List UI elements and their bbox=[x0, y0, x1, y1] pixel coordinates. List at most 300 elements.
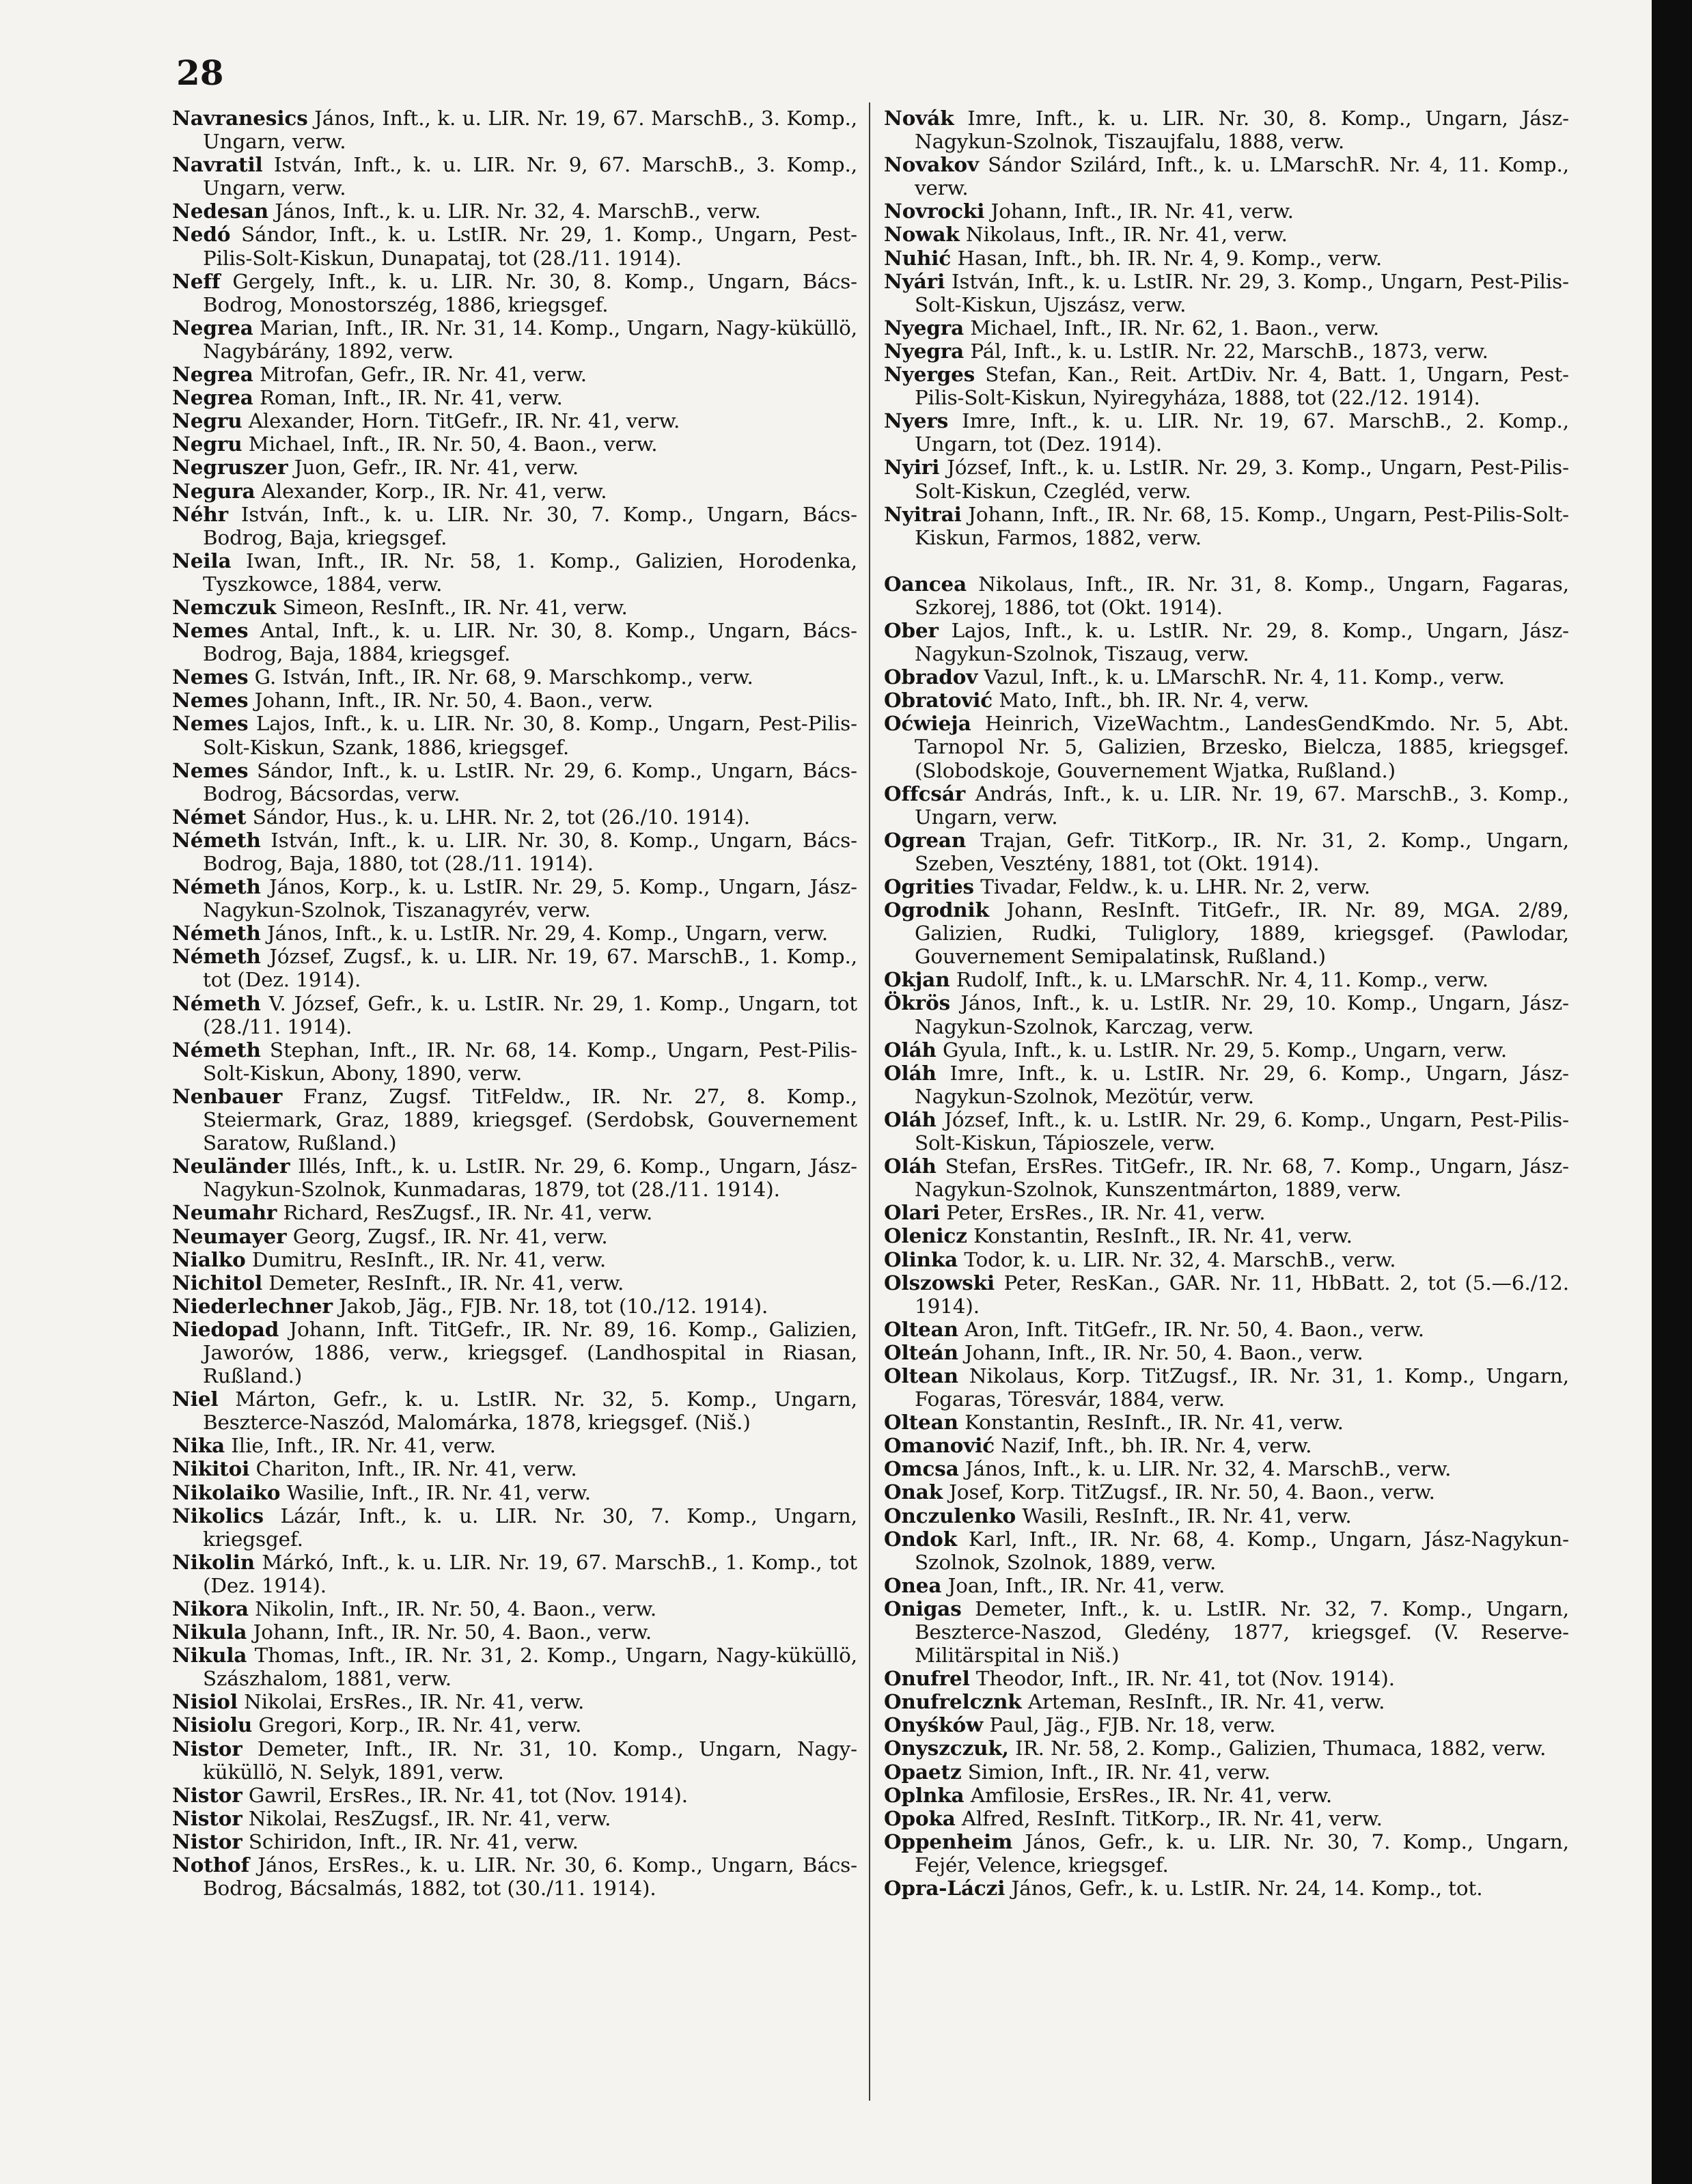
directory-entry bbox=[172, 199, 857, 223]
directory-entry bbox=[884, 991, 1569, 1038]
directory-entry bbox=[172, 992, 857, 1038]
entry-details: Trajan, Gefr. TitKorp., IR. Nr. 31, 2. Komp., Ungarn, Szeben, Vesztény, 1881, tot (Okt. 1914). bbox=[915, 828, 1569, 875]
entry-surname: Németh bbox=[172, 921, 261, 945]
entry-surname: Neuländer bbox=[172, 1154, 290, 1178]
entry-details: Aron, Inft. TitGefr., IR. Nr. 50, 4. Baon., verw. bbox=[958, 1317, 1425, 1341]
entry-details: Nazif, Inft., bh. IR. Nr. 4, verw. bbox=[995, 1434, 1312, 1458]
entry-details: Nikolaus, Korp. TitZugsf., IR. Nr. 31, 1. Komp., Ungarn, Fogaras, Töresvár, 1884, verw. bbox=[915, 1364, 1569, 1411]
entry-details: Vazul, Inft., k. u. LMarschR. Nr. 4, 11. Komp., verw. bbox=[977, 665, 1505, 689]
directory-entry bbox=[172, 549, 857, 596]
entry-details: Dumitru, ResInft., IR. Nr. 41, verw. bbox=[245, 1247, 607, 1271]
entry-surname: Nikula bbox=[172, 1643, 247, 1668]
directory-entry bbox=[884, 968, 1569, 991]
entry-surname: Nyári bbox=[884, 268, 945, 293]
entry-surname: Németh bbox=[172, 827, 261, 852]
entry-surname: Nichitol bbox=[172, 1270, 263, 1295]
entry-details: Theodor, Inft., IR. Nr. 41, tot (Nov. 1914). bbox=[969, 1667, 1396, 1691]
entry-details: V. József, Gefr., k. u. LstIR. Nr. 29, 1. Komp., Ungarn, tot (28./11. 1914). bbox=[203, 991, 857, 1038]
directory-entry bbox=[884, 1108, 1569, 1155]
entry-surname: Nisiolu bbox=[172, 1713, 253, 1737]
entry-surname: Negruszer bbox=[172, 455, 288, 480]
entry-surname: Nyiri bbox=[884, 455, 940, 480]
entry-details: Johann, Inft., IR. Nr. 41, verw. bbox=[984, 199, 1294, 223]
directory-entry bbox=[884, 1760, 1569, 1784]
entry-surname: Oćwieja bbox=[884, 711, 971, 736]
entry-surname: Negru bbox=[172, 432, 242, 456]
entry-details: János, Inft., k. u. LIR. Nr. 32, 4. MarschB., verw. bbox=[268, 199, 761, 223]
entry-surname: Obradov bbox=[884, 665, 978, 689]
directory-entry bbox=[172, 1620, 857, 1644]
directory-entry bbox=[884, 1574, 1569, 1597]
directory-entry bbox=[172, 689, 857, 712]
entry-surname: Oláh bbox=[884, 1107, 937, 1131]
directory-entry bbox=[884, 1271, 1569, 1318]
entry-details: Johann, Inft. TitGefr., IR. Nr. 89, 16. Komp., Galizien, Jaworów, 1886, verw., kriegsgef. (Landhospital in Riasan, Rußland.) bbox=[203, 1317, 857, 1388]
directory-entry bbox=[884, 1224, 1569, 1247]
entry-surname: Oláh bbox=[884, 1154, 937, 1178]
entry-surname: Omanović bbox=[884, 1433, 995, 1458]
entry-details: Stefan, Kan., Reit. ArtDiv. Nr. 4, Batt. 1, Ungarn, Pest-Pilis-Solt-Kiskun, Nyiregyháza, 1888, tot (22./12. 1914). bbox=[915, 363, 1569, 410]
directory-entry bbox=[884, 1364, 1569, 1411]
directory-entry bbox=[172, 1830, 857, 1853]
directory-entry bbox=[172, 1737, 857, 1784]
directory-entry bbox=[172, 1551, 857, 1597]
directory-entry bbox=[884, 1597, 1569, 1667]
entry-surname: Nemes bbox=[172, 711, 249, 736]
directory-entry bbox=[884, 503, 1569, 549]
entry-details: Alexander, Korp., IR. Nr. 41, verw. bbox=[255, 479, 607, 503]
entry-surname: Oltean bbox=[884, 1316, 958, 1341]
entry-details: Lázár, Inft., k. u. LIR. Nr. 30, 7. Komp., Ungarn, kriegsgef. bbox=[203, 1504, 857, 1551]
directory-entry bbox=[884, 1528, 1569, 1574]
entry-surname: Nemczuk bbox=[172, 594, 277, 619]
entry-details: Chariton, Inft., IR. Nr. 41, verw. bbox=[249, 1457, 577, 1481]
directory-entry bbox=[884, 270, 1569, 316]
entry-surname: Nistor bbox=[172, 1782, 242, 1807]
entry-surname: Novrocki bbox=[884, 199, 985, 223]
directory-entry bbox=[172, 107, 857, 153]
entry-details: Sándor, Hus., k. u. LHR. Nr. 2, tot (26./10. 1914). bbox=[246, 805, 750, 829]
entry-surname: Nemes bbox=[172, 618, 249, 643]
directory-entry bbox=[172, 1318, 857, 1387]
entry-surname: Neumahr bbox=[172, 1200, 277, 1225]
entry-details: Nikolai, ErsRes., IR. Nr. 41, verw. bbox=[237, 1690, 585, 1714]
entry-surname: Neff bbox=[172, 268, 221, 293]
entry-details: Jakob, Jäg., FJB. Nr. 18, tot (10./12. 1914). bbox=[332, 1294, 768, 1318]
directory-entry bbox=[884, 1457, 1569, 1480]
directory-entry bbox=[172, 805, 857, 829]
directory-entry bbox=[884, 1434, 1569, 1457]
directory-entry bbox=[172, 1155, 857, 1201]
directory-entry bbox=[884, 875, 1569, 898]
directory-entry bbox=[884, 572, 1569, 619]
entry-surname: Németh bbox=[172, 944, 261, 969]
entry-surname: Nialko bbox=[172, 1247, 246, 1271]
entry-surname: Negrea bbox=[172, 362, 253, 387]
entry-details: Josef, Korp. TitZugsf., IR. Nr. 50, 4. Baon., verw. bbox=[942, 1480, 1435, 1504]
directory-entry bbox=[884, 1504, 1569, 1528]
entry-details: Demeter, ResInft., IR. Nr. 41, verw. bbox=[262, 1271, 624, 1295]
entry-details: Heinrich, VizeWachtm., LandesGendKmdo. Nr. 5, Abt. Tarnopol Nr. 5, Galizien, Brzesko, Bielcza, 1885, kriegsgef. (Slobodskoje, Gouvernement Wjatka, Rußland.) bbox=[915, 712, 1569, 782]
right-column bbox=[884, 107, 1569, 1900]
directory-entry bbox=[172, 1504, 857, 1551]
directory-entry bbox=[172, 829, 857, 875]
entry-surname: Nikolin bbox=[172, 1549, 255, 1574]
directory-entry bbox=[884, 782, 1569, 829]
directory-entry bbox=[884, 340, 1569, 363]
entry-surname: Negru bbox=[172, 409, 242, 433]
entry-surname: Németh bbox=[172, 991, 261, 1015]
entry-surname: Nistor bbox=[172, 1736, 242, 1760]
entry-details: Antal, Inft., k. u. LIR. Nr. 30, 8. Komp., Ungarn, Bács-Bodrog, Baja, 1884, kriegsgef. bbox=[203, 619, 857, 666]
entry-surname: Onea bbox=[884, 1573, 942, 1597]
entry-surname: Obratović bbox=[884, 688, 993, 713]
entry-details: Gregori, Korp., IR. Nr. 41, verw. bbox=[252, 1713, 582, 1737]
entry-details: Juon, Gefr., IR. Nr. 41, verw. bbox=[288, 456, 579, 480]
entry-details: Illés, Inft., k. u. LstIR. Nr. 29, 6. Komp., Ungarn, Jász-Nagykun-Szolnok, Kunmadaras, 1879, tot (28./11. 1914). bbox=[203, 1155, 857, 1202]
directory-entry bbox=[172, 480, 857, 503]
directory-entry bbox=[172, 316, 857, 363]
entry-details: Stephan, Inft., IR. Nr. 68, 14. Komp., Ungarn, Pest-Pilis-Solt-Kiskun, Abony, 1890, verw. bbox=[203, 1038, 857, 1085]
directory-entry bbox=[172, 619, 857, 665]
entry-details: Amfilosie, ErsRes., IR. Nr. 41, verw. bbox=[964, 1783, 1333, 1807]
directory-entry bbox=[172, 409, 857, 432]
entry-details: Sándor, Inft., k. u. LstIR. Nr. 29, 6. Komp., Ungarn, Bács-Bodrog, Bácsordas, verw. bbox=[203, 758, 857, 805]
entry-details: Johann, Inft., IR. Nr. 68, 15. Komp., Ungarn, Pest-Pilis-Solt-Kiskun, Farmos, 1882, verw. bbox=[915, 502, 1569, 549]
entry-details: Wasilie, Inft., IR. Nr. 41, verw. bbox=[280, 1480, 591, 1504]
entry-surname: Negura bbox=[172, 478, 255, 503]
entry-surname: Nowak bbox=[884, 222, 960, 247]
directory-entry bbox=[172, 875, 857, 922]
entry-surname: Nemes bbox=[172, 758, 249, 782]
directory-entry bbox=[884, 1480, 1569, 1504]
directory-entry bbox=[172, 432, 857, 456]
entry-surname: Nikitoi bbox=[172, 1456, 250, 1481]
entry-surname: Nemes bbox=[172, 665, 249, 689]
entry-details: Pál, Inft., k. u. LstIR. Nr. 22, MarschB., 1873, verw. bbox=[964, 339, 1488, 363]
entry-details: János, Gefr., k. u. LstIR. Nr. 24, 14. Komp., tot. bbox=[1005, 1877, 1483, 1900]
entry-details: Peter, ResKan., GAR. Nr. 11, HbBatt. 2, tot (5.—6./12. 1914). bbox=[915, 1271, 1569, 1318]
directory-entry bbox=[884, 247, 1569, 270]
entry-details: Nikolai, ResZugsf., IR. Nr. 41, verw. bbox=[242, 1806, 611, 1830]
entry-surname: Nyegra bbox=[884, 338, 965, 363]
entry-surname: Nikolaiko bbox=[172, 1480, 281, 1504]
entry-surname: Nikora bbox=[172, 1596, 249, 1620]
directory-entry bbox=[884, 409, 1569, 456]
entry-surname: Nistor bbox=[172, 1829, 242, 1853]
directory-entry bbox=[884, 223, 1569, 246]
entry-surname: Nikula bbox=[172, 1620, 247, 1644]
entry-details: István, Inft., k. u. LIR. Nr. 9, 67. MarschB., 3. Komp., Ungarn, verw. bbox=[203, 153, 857, 200]
entry-details: Gyula, Inft., k. u. LstIR. Nr. 29, 5. Komp., Ungarn, verw. bbox=[936, 1038, 1508, 1062]
directory-entry bbox=[884, 712, 1569, 782]
directory-entry bbox=[884, 107, 1569, 153]
directory-entry bbox=[884, 1784, 1569, 1807]
directory-entry bbox=[172, 1271, 857, 1295]
entry-surname: Offcsár bbox=[884, 781, 966, 805]
left-column bbox=[172, 107, 857, 1900]
directory-entry bbox=[172, 1201, 857, 1224]
entry-details: Hasan, Inft., bh. IR. Nr. 4, 9. Komp., verw. bbox=[951, 246, 1383, 270]
entry-surname: Nuhić bbox=[884, 245, 952, 270]
entry-surname: Oplnka bbox=[884, 1782, 965, 1807]
entry-details: Georg, Zugsf., IR. Nr. 41, verw. bbox=[286, 1224, 608, 1248]
entry-details: Demeter, Inft., IR. Nr. 31, 10. Komp., Ungarn, Nagy-küküllö, N. Selyk, 1891, verw. bbox=[203, 1737, 857, 1784]
directory-entry bbox=[884, 199, 1569, 223]
entry-details: G. István, Inft., IR. Nr. 68, 9. Marschkomp., verw. bbox=[248, 665, 753, 689]
scan-edge bbox=[1652, 0, 1692, 2184]
entry-details: Imre, Inft., k. u. LIR. Nr. 19, 67. MarschB., 2. Komp., Ungarn, tot (Dez. 1914). bbox=[915, 409, 1569, 456]
entry-surname: Ogrean bbox=[884, 827, 967, 852]
entry-surname: Olari bbox=[884, 1200, 940, 1225]
directory-entry bbox=[884, 1062, 1569, 1108]
directory-entry bbox=[172, 1038, 857, 1085]
entry-details: Franz, Zugsf. TitFeldw., IR. Nr. 27, 8. Komp., Steiermark, Graz, 1889, kriegsgef. (Serdobsk, Gouvernement Saratow, Rußland.) bbox=[203, 1084, 857, 1155]
entry-details: Sándor Szilárd, Inft., k. u. LMarschR. Nr. 4, 11. Komp., verw. bbox=[915, 153, 1569, 200]
directory-entry bbox=[172, 1225, 857, 1248]
entry-details: István, Inft., k. u. LIR. Nr. 30, 7. Komp., Ungarn, Bács-Bodrog, Baja, kriegsgef. bbox=[203, 502, 857, 549]
directory-entry bbox=[172, 665, 857, 689]
entry-details: Simion, Inft., IR. Nr. 41, verw. bbox=[961, 1760, 1271, 1784]
entry-details: János, Inft., k. u. LstIR. Nr. 29, 10. Komp., Ungarn, Jász-Nagykun-Szolnok, Karczag, verw. bbox=[915, 991, 1569, 1038]
entry-surname: Ober bbox=[884, 618, 939, 642]
directory-entry bbox=[172, 1713, 857, 1737]
entry-surname: Onak bbox=[884, 1480, 943, 1504]
directory-entry bbox=[884, 1318, 1569, 1341]
directory-entry bbox=[172, 386, 857, 409]
entry-details: Johann, Inft., IR. Nr. 50, 4. Baon., verw. bbox=[248, 689, 654, 713]
directory-entry bbox=[172, 1248, 857, 1271]
entry-details: János, Inft., k. u. LstIR. Nr. 29, 4. Komp., Ungarn, verw. bbox=[260, 922, 829, 945]
entry-details: Arteman, ResInft., IR. Nr. 41, verw. bbox=[1021, 1690, 1385, 1714]
entry-details: Johann, Inft., IR. Nr. 50, 4. Baon., verw. bbox=[247, 1620, 652, 1644]
entry-surname: Oláh bbox=[884, 1037, 937, 1062]
directory-entry bbox=[884, 829, 1569, 875]
entry-surname: Nothof bbox=[172, 1853, 250, 1877]
entry-details: Nikolaus, Inft., IR. Nr. 31, 8. Komp., Ungarn, Fagaras, Szkorej, 1886, tot (Okt. 1914). bbox=[915, 572, 1569, 619]
directory-entry bbox=[172, 1085, 857, 1155]
entry-surname: Niel bbox=[172, 1387, 219, 1411]
entry-surname: Oancea bbox=[884, 571, 967, 596]
entry-surname: Nemes bbox=[172, 688, 249, 713]
entry-details: János, Korp., k. u. LstIR. Nr. 29, 5. Komp., Ungarn, Jász-Nagykun-Szolnok, Tiszanagyrév, verw. bbox=[203, 875, 857, 922]
directory-entry bbox=[884, 1737, 1569, 1760]
entry-details: Konstantin, ResInft., IR. Nr. 41, verw. bbox=[958, 1411, 1344, 1435]
directory-entry bbox=[884, 898, 1569, 968]
entry-surname: Onufrelcznk bbox=[884, 1689, 1022, 1714]
directory-entry bbox=[884, 1201, 1569, 1224]
directory-entry bbox=[884, 619, 1569, 665]
directory-entry bbox=[172, 596, 857, 619]
directory-entry bbox=[172, 1644, 857, 1690]
entry-details: Paul, Jäg., FJB. Nr. 18, verw. bbox=[983, 1713, 1276, 1737]
entry-details: Mitrofan, Gefr., IR. Nr. 41, verw. bbox=[253, 363, 587, 387]
entry-details: József, Inft., k. u. LstIR. Nr. 29, 6. Komp., Ungarn, Pest-Pilis-Solt-Kiskun, Tápioszele, verw. bbox=[915, 1107, 1569, 1155]
entry-surname: Onyśków bbox=[884, 1713, 984, 1737]
entry-details: Michael, Inft., IR. Nr. 50, 4. Baon., verw. bbox=[242, 432, 658, 456]
directory-entry bbox=[172, 1807, 857, 1830]
entry-surname: Német bbox=[172, 804, 247, 829]
directory-entry bbox=[884, 363, 1569, 409]
entry-details: Joan, Inft., IR. Nr. 41, verw. bbox=[941, 1573, 1225, 1597]
entry-details: Alexander, Horn. TitGefr., IR. Nr. 41, verw. bbox=[242, 409, 680, 433]
directory-entry bbox=[884, 153, 1569, 199]
entry-details: Lajos, Inft., k. u. LstIR. Nr. 29, 8. Komp., Ungarn, Jász-Nagykun-Szolnok, Tiszaug, verw. bbox=[915, 618, 1569, 666]
entry-surname: Negrea bbox=[172, 385, 253, 410]
entry-details: Gergely, Inft., k. u. LIR. Nr. 30, 8. Komp., Ungarn, Bács-Bodrog, Monostorszég, 1886, kriegsgef. bbox=[203, 269, 857, 316]
directory-entry bbox=[172, 223, 857, 269]
entry-surname: Neila bbox=[172, 548, 232, 572]
directory-entry bbox=[884, 1155, 1569, 1201]
entry-details: István, Inft., k. u. LIR. Nr. 30, 8. Komp., Ungarn, Bács-Bodrog, Baja, 1880, tot (28./11. 1914). bbox=[203, 828, 857, 875]
entry-details: Tivadar, Feldw., k. u. LHR. Nr. 2, verw. bbox=[974, 875, 1371, 898]
entry-surname: Opoka bbox=[884, 1806, 956, 1830]
directory-entry bbox=[884, 1038, 1569, 1062]
directory-entry bbox=[884, 1667, 1569, 1690]
entry-surname: Nyitrai bbox=[884, 501, 962, 526]
entry-details: Simeon, ResInft., IR. Nr. 41, verw. bbox=[276, 595, 628, 619]
directory-entry bbox=[884, 316, 1569, 340]
entry-surname: Nistor bbox=[172, 1806, 242, 1830]
directory-entry bbox=[884, 1341, 1569, 1364]
entry-details: Lajos, Inft., k. u. LIR. Nr. 30, 8. Komp., Ungarn, Pest-Pilis-Solt-Kiskun, Szank, 1886, kriegsgef. bbox=[203, 712, 857, 759]
entry-surname: Negrea bbox=[172, 315, 253, 340]
entry-surname: Oláh bbox=[884, 1060, 937, 1085]
directory-entry bbox=[884, 1830, 1569, 1877]
entry-surname: Novakov bbox=[884, 152, 979, 177]
directory-entry bbox=[172, 922, 857, 945]
entry-details: Richard, ResZugsf., IR. Nr. 41, verw. bbox=[277, 1201, 653, 1225]
entry-surname: Nisiol bbox=[172, 1689, 238, 1714]
directory-entry bbox=[172, 1434, 857, 1457]
entry-details: Karl, Inft., IR. Nr. 68, 4. Komp., Ungarn, Jász-Nagykun-Szolnok, Szolnok, 1889, verw. bbox=[915, 1527, 1569, 1574]
entry-surname: Niederlechner bbox=[172, 1293, 333, 1318]
directory-entry bbox=[172, 503, 857, 549]
directory-entry bbox=[884, 1807, 1569, 1830]
directory-entry bbox=[884, 1713, 1569, 1737]
directory-entry bbox=[884, 1411, 1569, 1434]
entry-surname: Onyszczuk, bbox=[884, 1736, 1009, 1760]
entry-surname: Oltean bbox=[884, 1410, 958, 1435]
directory-entry bbox=[172, 1387, 857, 1434]
entry-details: Michael, Inft., IR. Nr. 62, 1. Baon., verw. bbox=[964, 316, 1380, 340]
entry-surname: Nika bbox=[172, 1433, 225, 1458]
directory-entry bbox=[172, 363, 857, 386]
entry-surname: Opra-Láczi bbox=[884, 1876, 1006, 1900]
entry-details: Todor, k. u. LIR. Nr. 32, 4. MarschB., verw. bbox=[958, 1247, 1396, 1271]
entry-surname: Neumayer bbox=[172, 1224, 287, 1248]
entry-surname: Onigas bbox=[884, 1596, 962, 1620]
entry-details: Imre, Inft., k. u. LIR. Nr. 30, 8. Komp., Ungarn, Jász-Nagykun-Szolnok, Tiszaujfalu, 1888, verw. bbox=[915, 107, 1569, 154]
entry-details: Márton, Gefr., k. u. LstIR. Nr. 32, 5. Komp., Ungarn, Beszterce-Naszód, Malomárka, 1878, kriegsgef. (Niš.) bbox=[203, 1387, 857, 1435]
entry-surname: Niedopad bbox=[172, 1316, 279, 1341]
entry-details: Iwan, Inft., IR. Nr. 58, 1. Komp., Galizien, Horodenka, Tyszkowce, 1884, verw. bbox=[203, 549, 857, 596]
entry-details: János, Inft., k. u. LIR. Nr. 19, 67. MarschB., 3. Komp., Ungarn, verw. bbox=[203, 107, 857, 154]
directory-entry bbox=[172, 945, 857, 991]
entry-details: Johann, Inft., IR. Nr. 50, 4. Baon., verw. bbox=[958, 1340, 1363, 1364]
column-divider bbox=[869, 102, 870, 2101]
directory-entry bbox=[172, 1481, 857, 1504]
entry-details: Schiridon, Inft., IR. Nr. 41, verw. bbox=[242, 1829, 579, 1853]
entry-surname: Onczulenko bbox=[884, 1503, 1016, 1528]
entry-surname: Ogrities bbox=[884, 874, 974, 898]
directory-entry bbox=[172, 759, 857, 805]
entry-surname: Ökrös bbox=[884, 991, 951, 1015]
entry-details: József, Inft., k. u. LstIR. Nr. 29, 3. Komp., Ungarn, Pest-Pilis-Solt-Kiskun, Czegléd, verw. bbox=[915, 456, 1569, 503]
directory-entry bbox=[172, 1853, 857, 1900]
entry-details: András, Inft., k. u. LIR. Nr. 19, 67. MarschB., 3. Komp., Ungarn, verw. bbox=[915, 782, 1569, 829]
directory-entry bbox=[172, 1597, 857, 1620]
entry-surname: Oltean bbox=[884, 1363, 958, 1387]
entry-details: Marian, Inft., IR. Nr. 31, 14. Komp., Ungarn, Nagy-küküllö, Nagybárány, 1892, verw. bbox=[203, 316, 857, 363]
directory-entry bbox=[172, 1295, 857, 1318]
entry-surname: Nenbauer bbox=[172, 1083, 283, 1108]
entry-surname: Ondok bbox=[884, 1526, 957, 1551]
entry-details: Ilie, Inft., IR. Nr. 41, verw. bbox=[225, 1434, 496, 1458]
entry-surname: Nikolics bbox=[172, 1503, 264, 1528]
entry-details: Thomas, Inft., IR. Nr. 31, 2. Komp., Ungarn, Nagy-küküllö, Szászhalom, 1881, verw. bbox=[203, 1644, 857, 1691]
entry-details: Wasili, ResInft., IR. Nr. 41, verw. bbox=[1016, 1504, 1352, 1528]
entry-surname: Németh bbox=[172, 874, 261, 899]
entry-details: János, ErsRes., k. u. LIR. Nr. 30, 6. Komp., Ungarn, Bács-Bodrog, Bácsalmás, 1882, tot (30./11. 1914). bbox=[203, 1853, 857, 1900]
directory-entry bbox=[172, 270, 857, 316]
directory-entry bbox=[172, 153, 857, 199]
entry-surname: Navranesics bbox=[172, 106, 308, 130]
entry-surname: Nyegra bbox=[884, 315, 965, 340]
entry-details: István, Inft., k. u. LstIR. Nr. 29, 3. Komp., Ungarn, Pest-Pilis-Solt-Kiskun, Ujszász, verw. bbox=[915, 269, 1569, 316]
directory-entry bbox=[172, 1784, 857, 1807]
entry-surname: Novák bbox=[884, 106, 954, 130]
entry-surname: Nyerges bbox=[884, 362, 975, 387]
directory-entry bbox=[172, 1457, 857, 1480]
directory-entry bbox=[172, 456, 857, 479]
entry-surname: Onufrel bbox=[884, 1666, 970, 1691]
entry-details: János, Inft., k. u. LIR. Nr. 32, 4. MarschB., verw. bbox=[958, 1457, 1452, 1481]
directory-entry bbox=[884, 1690, 1569, 1713]
entry-surname: Navratil bbox=[172, 152, 263, 177]
entry-surname: Olteán bbox=[884, 1340, 958, 1364]
entry-details: Roman, Inft., IR. Nr. 41, verw. bbox=[253, 386, 563, 410]
entry-surname: Oppenheim bbox=[884, 1829, 1013, 1853]
entry-details: János, Gefr., k. u. LIR. Nr. 30, 7. Komp., Ungarn, Fejér, Velence, kriegsgef. bbox=[915, 1829, 1569, 1877]
entry-surname: Néhr bbox=[172, 501, 229, 526]
entry-details: Gawril, ErsRes., IR. Nr. 41, tot (Nov. 1914). bbox=[242, 1783, 688, 1807]
entry-surname: Okjan bbox=[884, 967, 950, 992]
entry-details: Mato, Inft., bh. IR. Nr. 4, verw. bbox=[993, 689, 1309, 713]
entry-surname: Nedesan bbox=[172, 199, 269, 223]
entry-details: Alfred, ResInft. TitKorp., IR. Nr. 41, verw. bbox=[955, 1806, 1383, 1830]
directory-entry bbox=[172, 1690, 857, 1713]
entry-surname: Nyers bbox=[884, 409, 949, 433]
page-number: 28 bbox=[176, 53, 224, 93]
entry-surname: Németh bbox=[172, 1037, 261, 1062]
entry-surname: Olszowski bbox=[884, 1270, 995, 1295]
entry-surname: Opaetz bbox=[884, 1759, 962, 1784]
entry-details: József, Zugsf., k. u. LIR. Nr. 19, 67. MarschB., 1. Komp., tot (Dez. 1914). bbox=[203, 945, 857, 992]
entry-details: Stefan, ErsRes. TitGefr., IR. Nr. 68, 7. Komp., Ungarn, Jász-Nagykun-Szolnok, Kunszentmárton, 1889, verw. bbox=[915, 1155, 1569, 1202]
entry-details: Márkó, Inft., k. u. LIR. Nr. 19, 67. MarschB., 1. Komp., tot (Dez. 1914). bbox=[203, 1550, 857, 1597]
entry-details: Johann, ResInft. TitGefr., IR. Nr. 89, MGA. 2/89, Galizien, Rudki, Tuliglory, 1889, kriegsgef. (Pawlodar, Gouvernement Semipalatinsk, Rußland.) bbox=[915, 898, 1569, 969]
directory-entry bbox=[884, 1877, 1569, 1900]
entry-details: Demeter, Inft., k. u. LstIR. Nr. 32, 7. Komp., Ungarn, Beszterce-Naszod, Gledény, 1877, kriegsgef. (V. Reserve-Militärspital in Niš.) bbox=[915, 1596, 1569, 1668]
entry-surname: Omcsa bbox=[884, 1456, 959, 1481]
entry-details: IR. Nr. 58, 2. Komp., Galizien, Thumaca, 1882, verw. bbox=[1008, 1737, 1547, 1760]
entry-details: Rudolf, Inft., k. u. LMarschR. Nr. 4, 11. Komp., verw. bbox=[949, 968, 1488, 992]
directory-entry bbox=[884, 689, 1569, 712]
entry-details: Konstantin, ResInft., IR. Nr. 41, verw. bbox=[967, 1224, 1353, 1248]
entry-surname: Ogrodnik bbox=[884, 898, 989, 922]
entry-details: Peter, ErsRes., IR. Nr. 41, verw. bbox=[939, 1201, 1266, 1225]
